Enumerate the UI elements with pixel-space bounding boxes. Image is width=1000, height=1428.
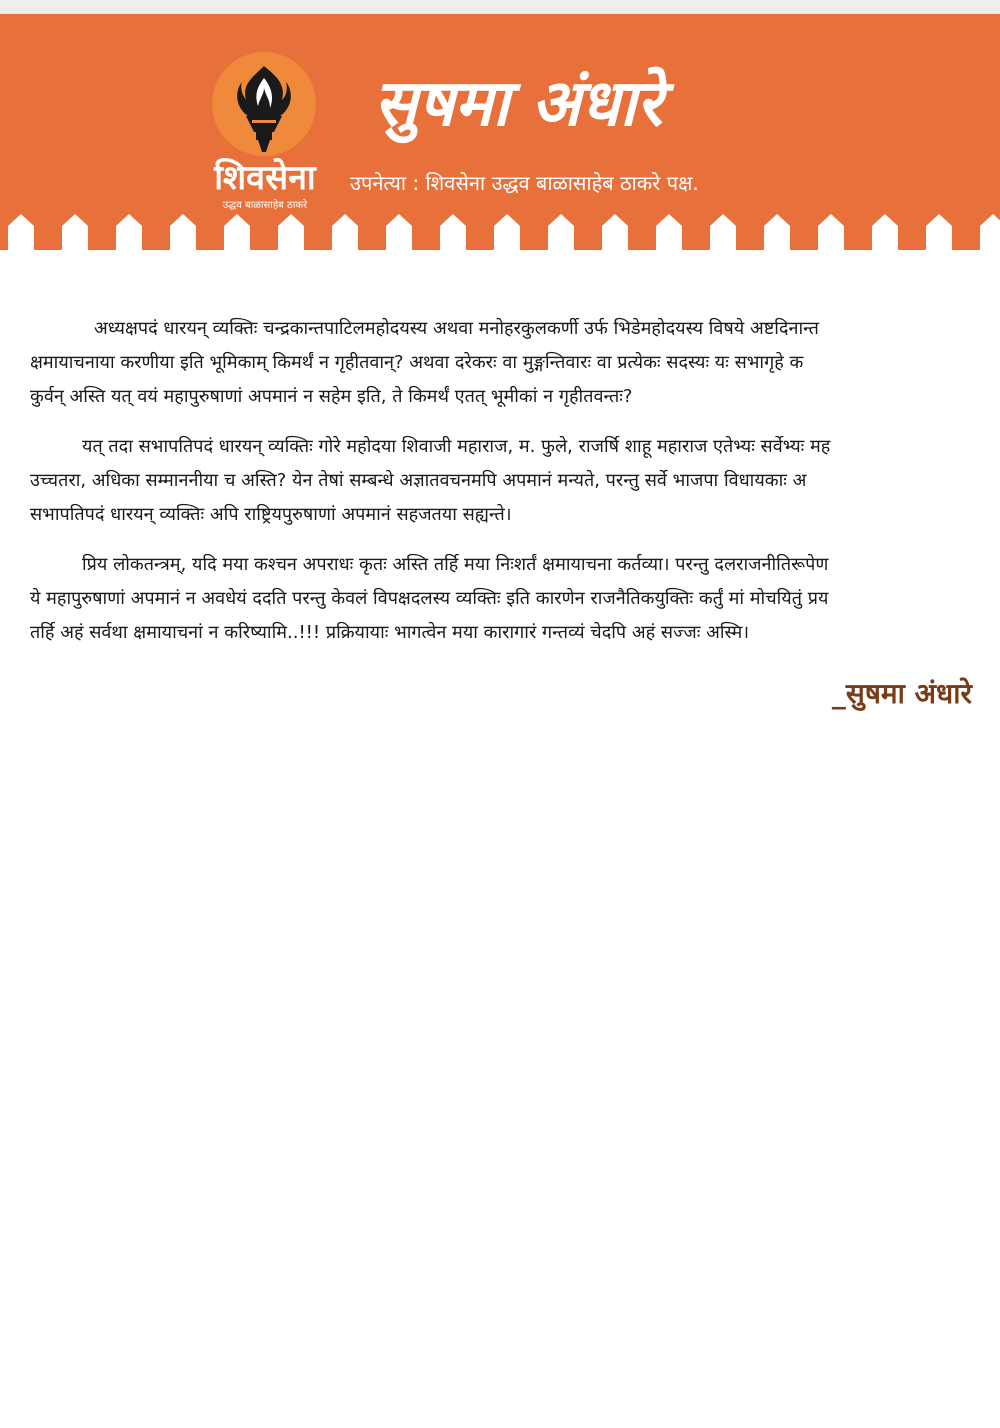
page-title: सुषमा अंधारे [374, 67, 663, 141]
paragraph-3 [30, 548, 1000, 650]
party-logo [200, 48, 330, 248]
signature: _सुषमा अंधारे [831, 677, 972, 710]
letter-body [30, 312, 1000, 666]
paragraph-2 [30, 430, 1000, 532]
text-line: कुर्वन् अस्ति यत् वयं महापुरुषाणां अपमानं न सहेम इति, ते किमर्थं एतत् भूमीकां न गृहीतवन्तः? [30, 386, 633, 407]
text-line: प्रिय लोकतन्त्रम्, यदि मया कश्चन अपराधः कृतः अस्ति तर्हि मया निःशर्तं क्षमायाचना कर्तव्या। परन्तु दलराजनीतिरूपेण [82, 554, 829, 575]
text-line: ये महापुरुषाणां अपमानं न अवधेयं ददति परन्तु केवलं विपक्षदलस्य व्यक्तिः इति कारणेन राजनैतिकयुक्तिः कर्तुं मां मोचयितुं प्रय [30, 588, 829, 609]
header-banner [0, 14, 1000, 258]
text-line: तर्हि अहं सर्वथा क्षमायाचनां न करिष्यामि..!!! प्रक्रियायाः भागत्वेन मया कारागारं गन्तव्यं चेदपि अहं सज्जः अस्मि। [30, 622, 750, 643]
text-line: क्षमायाचनाया करणीया इति भूमिकाम् किमर्थं न गृहीतवान्? अथवा दरेकरः वा मुङ्गन्तिवारः वा प्रत्येकः सदस्यः यः सभागृहे क [30, 352, 804, 373]
text-line: यत् तदा सभापतिपदं धारयन् व्यक्तिः गोरे महोदया शिवाजी महाराज, म. फुले, राजर्षि शाहू महाराज एतेभ्यः सर्वेभ्यः मह [82, 436, 831, 457]
paragraph-1 [30, 312, 1000, 414]
top-strip [0, 0, 1000, 14]
party-logo-subtitle: उद्धव बाळासाहेब ठाकरे [222, 200, 308, 211]
page-subtitle: उपनेत्या : शिवसेना उद्धव बाळासाहेब ठाकरे पक्ष. [350, 171, 699, 195]
text-line: उच्चतरा, अधिका सम्माननीया च अस्ति? येन तेषां सम्बन्धे अज्ञातवचनमपि अपमानं मन्यते, परन्तु सर्वे भाजपा विधायकाः अ [30, 470, 807, 491]
text-line: सभापतिपदं धारयन् व्यक्तिः अपि राष्ट्रियपुरुषाणां अपमानं सहजतया सह्यन्ते। [30, 504, 512, 525]
torch-icon [212, 52, 316, 156]
party-logo-name: शिवसेना [214, 158, 316, 198]
text-line: अध्यक्षपदं धारयन् व्यक्तिः चन्द्रकान्तपाटिलमहोदयस्य अथवा मनोहरकुलकर्णी उर्फ भिडेमहोदयस्य विषये अष्टदिनान्त [94, 318, 819, 339]
